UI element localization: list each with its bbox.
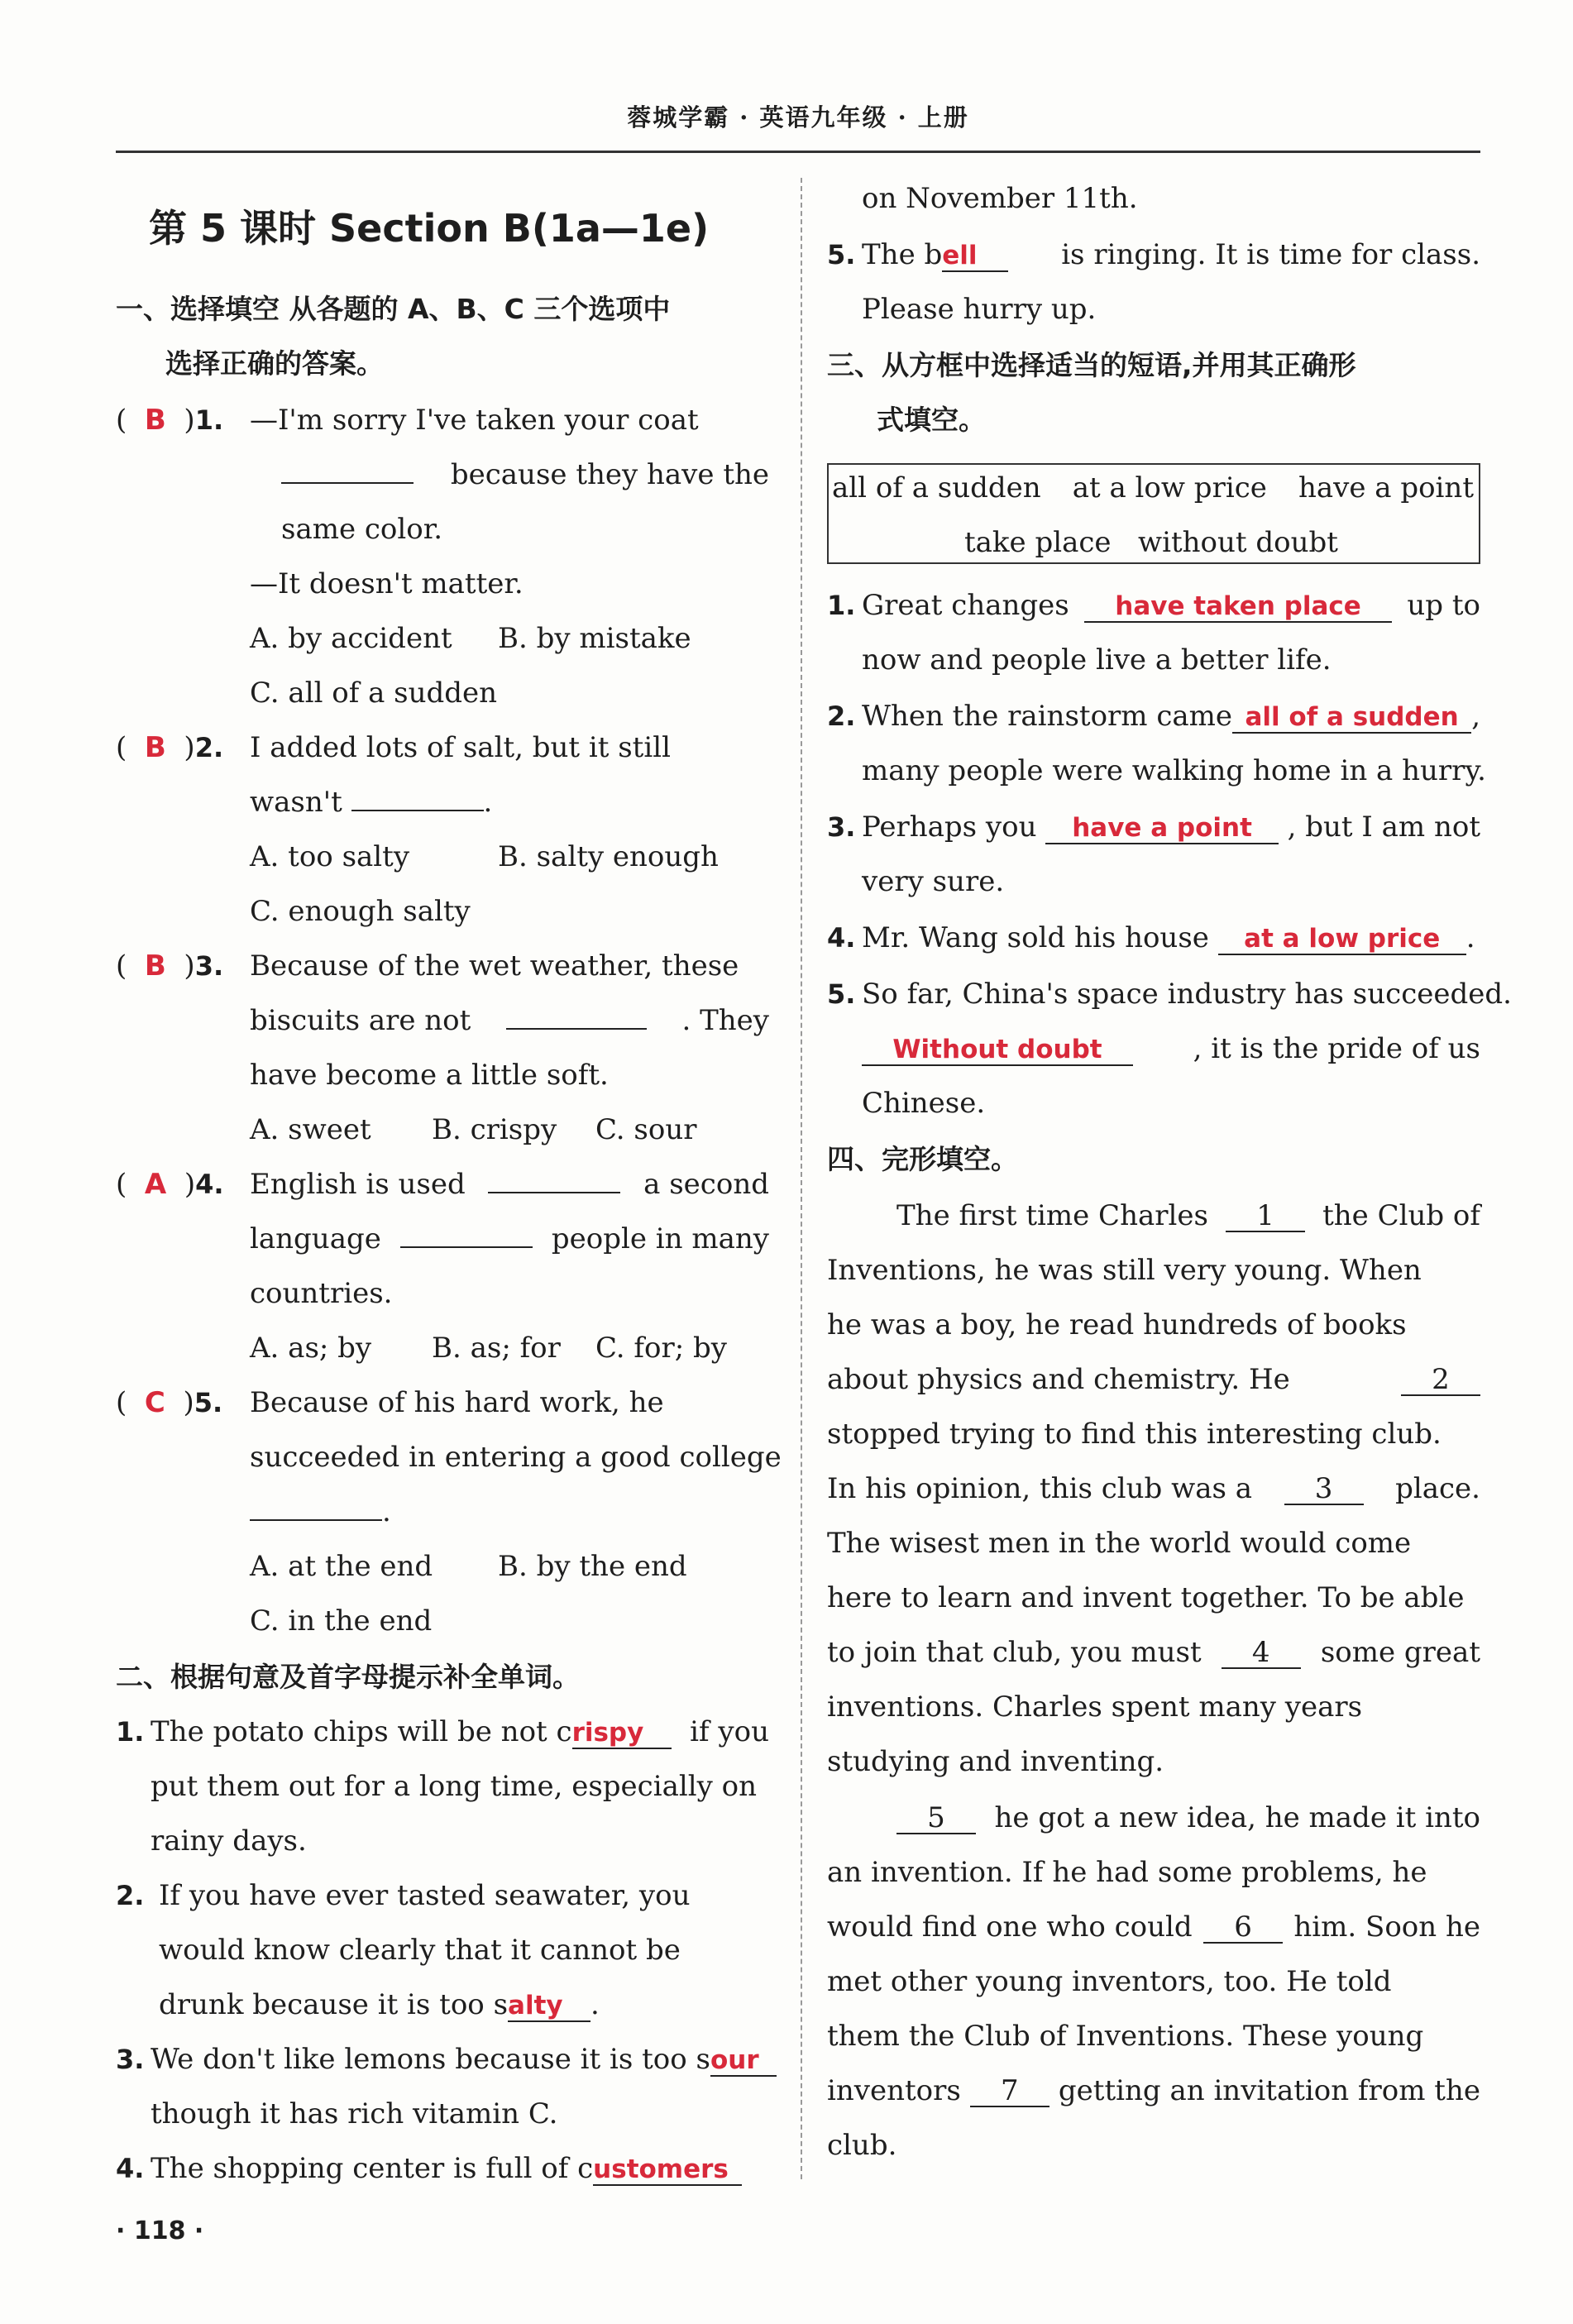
word-2-line1: If you have ever tasted seawater, you <box>159 1879 691 1912</box>
answer-3: B <box>144 949 166 983</box>
column-divider <box>801 178 802 2179</box>
page-header: 蓉城学霸 · 英语九年级 · 上册 <box>116 99 1480 153</box>
section-4-heading: 四、完形填空。 <box>827 1143 1018 1175</box>
phrase-q5-line3: Chinese. <box>862 1087 986 1120</box>
cloze-line-13: an invention. If he had some problems, he <box>827 1856 1427 1889</box>
phrase-q3-line2: very sure. <box>862 865 1005 898</box>
phrase-q4-line1: Mr. Wang sold his house at a low price . <box>862 921 1475 954</box>
q1-blank <box>281 482 414 484</box>
phrase-q2-answer: all of a sudden <box>1245 702 1459 732</box>
word-1-line3: rainy days. <box>151 1824 307 1858</box>
word-1-line1: The potato chips will be not crispy if you <box>151 1715 769 1748</box>
cloze-line-4: about physics and chemistry. He 2 <box>827 1361 1480 1398</box>
cloze-line-6: In his opinion, this club was a 3 place. <box>827 1472 1480 1505</box>
q1-option-b: B. by mistake <box>498 622 691 655</box>
q5-line3: . <box>250 1494 391 1530</box>
q4-blank-2 <box>400 1246 533 1248</box>
word-1-answer: rispy <box>571 1718 644 1748</box>
q5-option-b: B. by the end <box>498 1550 687 1583</box>
q3-line1: Because of the wet weather, these <box>250 949 739 983</box>
phrase-q5: 5. <box>827 978 856 1010</box>
phrase-q1: 1. <box>827 590 856 621</box>
cloze-line-16: them the Club of Inventions. These young <box>827 2020 1424 2053</box>
word-5: 5. <box>827 239 856 270</box>
cloze-blank-3: 3 <box>1284 1474 1364 1505</box>
word-5-line2: Please hurry up. <box>862 293 1097 326</box>
q5-option-c: C. in the end <box>250 1604 433 1638</box>
phrase-q5-answer: Without doubt <box>892 1035 1102 1064</box>
word-4-continued: on November 11th. <box>862 182 1138 215</box>
phrase-q1-answer: have taken place <box>1115 591 1361 621</box>
q3-option-b: B. crispy <box>432 1113 557 1146</box>
word-1: 1. <box>116 1716 145 1748</box>
lesson-title: 第 5 课时 Section B(1a—1e) <box>149 206 710 251</box>
cloze-line-14: would find one who could 6 him. Soon he <box>827 1910 1480 1944</box>
q3-option-a: A. sweet <box>250 1113 371 1146</box>
q2-line1: I added lots of salt, but it still <box>250 731 671 764</box>
phrase-q4: 4. <box>827 922 856 954</box>
q5-line1: Because of his hard work, he <box>250 1386 664 1419</box>
phrase-5: without doubt <box>1137 526 1338 559</box>
q1-option-a: A. by accident <box>250 622 452 655</box>
q3-line2: biscuits are not . They <box>250 1004 769 1037</box>
word-3-answer: our <box>710 2045 759 2075</box>
q3-blank <box>506 1028 647 1030</box>
q4-line3: countries. <box>250 1277 393 1310</box>
phrase-q2-line2: many people were walking home in a hurry. <box>862 754 1486 787</box>
q2-line2: wasn't . <box>250 786 493 819</box>
q2-option-a: A. too salty <box>250 840 410 873</box>
cloze-line-18: club. <box>827 2129 897 2162</box>
word-2-answer: alty <box>508 1991 563 2020</box>
q1-line2: because they have the <box>281 457 769 493</box>
cloze-line-8: here to learn and invent together. To be able <box>827 1581 1465 1614</box>
word-5-line1: The bell is ringing. It is time for class. <box>862 238 1480 271</box>
phrase-q1-line2: now and people live a better life. <box>862 643 1332 677</box>
q4-option-c: C. for; by <box>595 1332 727 1365</box>
q1-line4: —It doesn't matter. <box>250 567 524 600</box>
q5-line2: succeeded in entering a good college <box>250 1441 782 1474</box>
phrase-q1-line1: Great changes have taken place up to <box>862 589 1480 622</box>
phrase-q5-line2: Without doubt , it is the pride of us <box>862 1030 1480 1067</box>
word-4: 4. <box>116 2153 145 2184</box>
word-3: 3. <box>116 2044 145 2075</box>
question-4: ( A )4. <box>116 1168 224 1201</box>
q4-line2: language people in many <box>250 1222 769 1255</box>
q4-option-b: B. as; for <box>432 1332 561 1365</box>
section-1-heading-cont: 选择正确的答案。 <box>165 347 384 380</box>
section-3-heading-cont: 式填空。 <box>877 404 986 436</box>
cloze-line-7: The wisest men in the world would come <box>827 1527 1412 1560</box>
q4-line1: English is used a second <box>250 1168 769 1201</box>
section-1-heading: 一、选择填空 从各题的 A、B、C 三个选项中 <box>116 293 671 325</box>
cloze-line-1: The first time Charles 1 the Club of <box>896 1199 1480 1232</box>
cloze-blank-4: 4 <box>1222 1638 1301 1669</box>
word-2: 2. <box>116 1880 145 1911</box>
phrase-1: all of a sudden <box>832 471 1041 504</box>
word-2-line3: drunk because it is too salty . <box>159 1988 600 2021</box>
phrase-q3: 3. <box>827 811 856 843</box>
q2-option-c: C. enough salty <box>250 895 471 928</box>
q1-option-c: C. all of a sudden <box>250 677 498 710</box>
word-4-answer: ustomers <box>593 2154 729 2184</box>
question-3: ( B )3. <box>116 949 224 983</box>
phrase-q2: 2. <box>827 701 856 732</box>
cloze-line-9: to join that club, you must 4 some great <box>827 1636 1480 1669</box>
q2-option-b: B. salty enough <box>498 840 719 873</box>
q5-blank <box>250 1519 382 1521</box>
section-2-heading: 二、根据句意及首字母提示补全单词。 <box>116 1661 580 1693</box>
cloze-blank-7: 7 <box>970 2076 1049 2107</box>
q1-line3: same color. <box>281 513 443 546</box>
cloze-line-2: Inventions, he was still very young. When <box>827 1254 1422 1287</box>
cloze-line-12: 5 he got a new idea, he made it into <box>896 1800 1480 1836</box>
cloze-line-3: he was a boy, he read hundreds of books <box>827 1308 1407 1341</box>
cloze-line-15: met other young inventors, too. He told <box>827 1965 1392 1998</box>
page-number: · 118 · <box>116 2216 204 2245</box>
question-5: ( C )5. <box>116 1386 223 1419</box>
cloze-blank-6: 6 <box>1203 1912 1283 1944</box>
question-1: ( B )1. <box>116 404 224 437</box>
q1-line1: —I'm sorry I've taken your coat <box>250 404 699 437</box>
answer-1: B <box>144 404 166 437</box>
q2-blank <box>351 810 484 811</box>
cloze-line-17: inventors 7 getting an invitation from the <box>827 2074 1480 2107</box>
word-5-answer: ell <box>942 241 978 270</box>
cloze-blank-5: 5 <box>896 1803 976 1834</box>
cloze-blank-2: 2 <box>1401 1365 1480 1396</box>
phrase-3: have a point <box>1298 471 1474 504</box>
cloze-blank-1: 1 <box>1226 1201 1305 1232</box>
word-1-line2: put them out for a long time, especially on <box>151 1770 757 1803</box>
answer-5: C <box>144 1386 165 1419</box>
phrase-q4-answer: at a low price <box>1244 924 1441 954</box>
phrase-q3-answer: have a point <box>1072 813 1252 843</box>
phrase-q5-line1: So far, China's space industry has succeeded. <box>862 978 1512 1011</box>
phrase-box-row-1 <box>832 470 1474 506</box>
cloze-line-11: studying and inventing. <box>827 1745 1164 1778</box>
cloze-line-5: stopped trying to find this interesting club. <box>827 1418 1442 1451</box>
cloze-line-10: inventions. Charles spent many years <box>827 1690 1363 1724</box>
q5-option-a: A. at the end <box>250 1550 433 1583</box>
q3-option-c: C. sour <box>595 1113 697 1146</box>
phrase-q3-line1: Perhaps you have a point , but I am not <box>862 811 1480 844</box>
phrase-q2-line1: When the rainstorm came all of a sudden , <box>862 700 1480 733</box>
phrase-2: at a low price <box>1072 471 1267 504</box>
answer-2: B <box>144 731 166 764</box>
word-3-line2: though it has rich vitamin C. <box>151 2097 558 2130</box>
word-3-line1: We don't like lemons because it is too sour <box>151 2041 777 2078</box>
answer-4: A <box>144 1168 167 1201</box>
section-3-heading: 三、从方框中选择适当的短语,并用其正确形 <box>827 349 1356 381</box>
q4-blank-1 <box>488 1192 620 1193</box>
phrase-4: take place <box>964 526 1112 559</box>
q4-option-a: A. as; by <box>250 1332 372 1365</box>
phrase-box-row-2 <box>964 524 1338 561</box>
word-2-line2: would know clearly that it cannot be <box>159 1934 681 1967</box>
word-4-line1: The shopping center is full of customers <box>151 2150 742 2187</box>
question-2: ( B )2. <box>116 731 224 764</box>
q3-line3: have become a little soft. <box>250 1059 609 1092</box>
